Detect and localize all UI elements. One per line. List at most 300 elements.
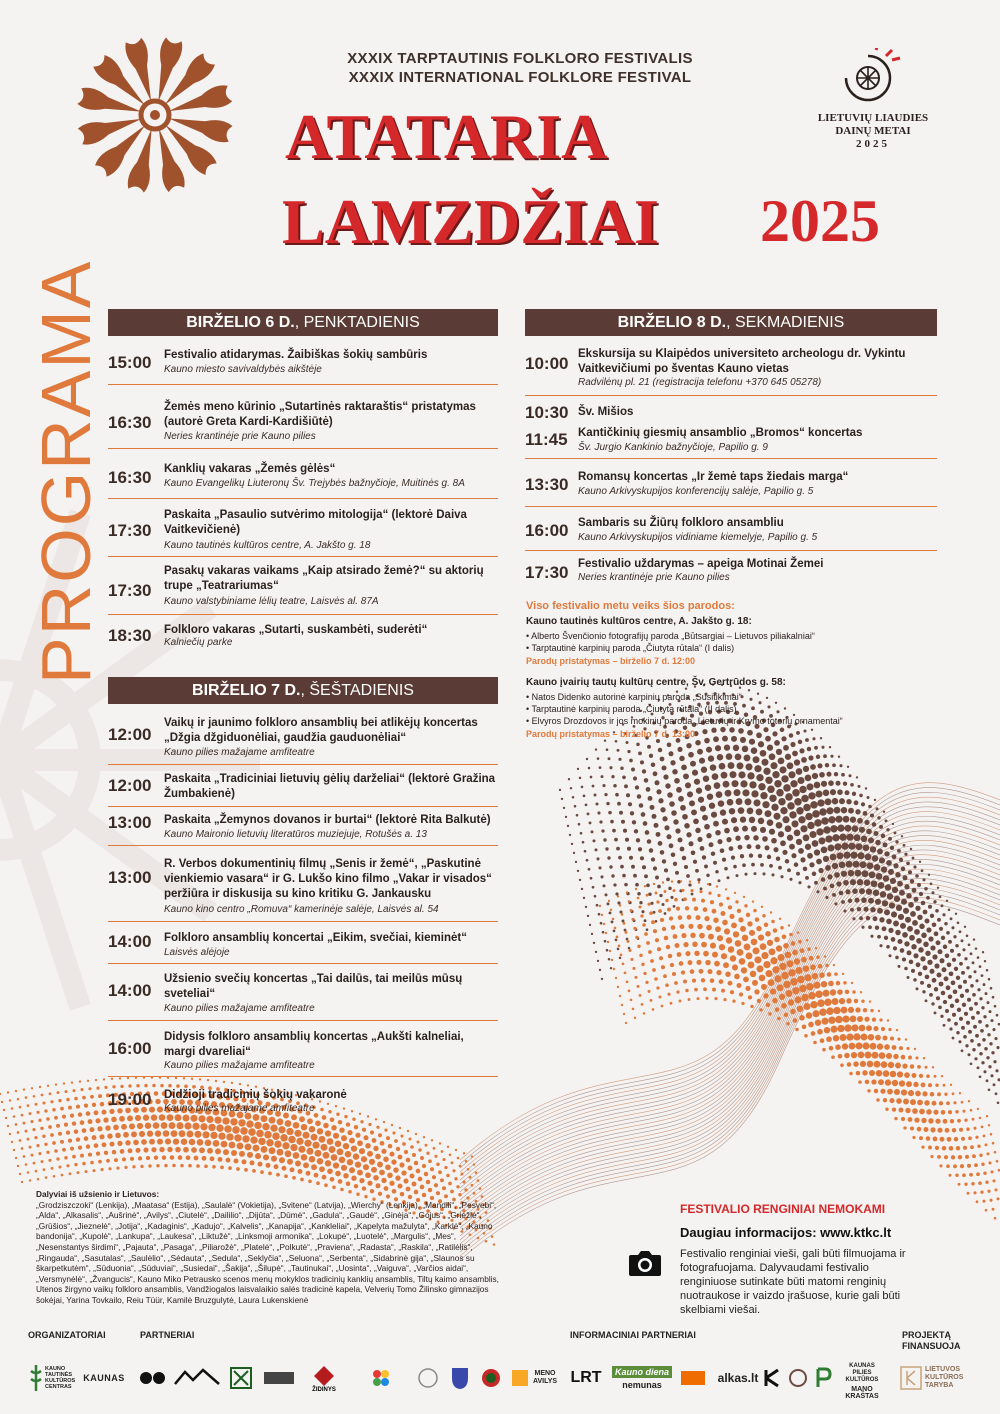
halftone-dot <box>945 1009 949 1013</box>
halftone-dot <box>140 1165 143 1168</box>
halftone-dot <box>62 1148 66 1152</box>
halftone-dot <box>309 1156 316 1163</box>
halftone-dot <box>680 924 685 929</box>
halftone-dot <box>772 966 779 973</box>
halftone-dot <box>837 1025 844 1032</box>
halftone-dot <box>978 1181 982 1185</box>
halftone-dot <box>951 1155 955 1159</box>
halftone-dot <box>408 1166 413 1171</box>
halftone-dot <box>955 1174 958 1177</box>
halftone-dot <box>716 885 718 887</box>
wave-line <box>460 840 1000 1208</box>
halftone-dot <box>888 928 893 933</box>
halftone-dot <box>743 896 745 898</box>
nemunas-text: nemunas <box>622 1380 662 1390</box>
halftone-dot <box>929 993 933 997</box>
halftone-dot <box>701 767 707 773</box>
halftone-dot <box>36 1111 39 1114</box>
event-title: Festivalio atidarymas. Žaibiškas šokių sambūris <box>164 349 428 361</box>
halftone-dot <box>913 897 918 902</box>
halftone-dot <box>401 1170 406 1175</box>
halftone-dot <box>293 1152 300 1159</box>
halftone-dot <box>863 811 868 816</box>
halftone-dot <box>947 962 952 967</box>
halftone-dot <box>738 771 745 778</box>
halftone-dot <box>660 757 665 762</box>
halftone-dot <box>272 1132 280 1140</box>
halftone-dot <box>910 848 912 850</box>
halftone-dot <box>631 768 635 772</box>
svg-text:ŽIDINYS: ŽIDINYS <box>312 1387 336 1392</box>
halftone-dot <box>990 987 993 990</box>
halftone-dot <box>605 847 608 850</box>
halftone-dot <box>903 908 909 914</box>
halftone-dot <box>278 1126 285 1133</box>
halftone-dot <box>728 762 735 769</box>
halftone-dot <box>96 1151 100 1155</box>
halftone-dot <box>996 1160 999 1163</box>
halftone-dot <box>970 1062 973 1065</box>
halftone-dot <box>934 1075 937 1078</box>
halftone-dot <box>803 867 808 872</box>
halftone-dot <box>967 1053 970 1056</box>
halftone-dot <box>975 979 978 982</box>
halftone-dot <box>857 818 863 824</box>
halftone-dot <box>826 1007 834 1015</box>
halftone-dot <box>74 1097 78 1101</box>
halftone-dot <box>11 1107 14 1110</box>
logo-partner-k <box>762 1360 784 1396</box>
halftone-dot <box>842 1015 849 1022</box>
halftone-dot <box>974 1057 977 1060</box>
halftone-dot <box>346 1182 351 1187</box>
halftone-dot <box>779 994 785 1000</box>
halftone-dot <box>403 1178 408 1183</box>
halftone-dot <box>215 1080 217 1082</box>
halftone-dot <box>594 794 597 797</box>
event-place: Kalniečių parke <box>164 637 233 648</box>
halftone-dot <box>929 969 934 974</box>
halftone-dot <box>565 816 567 818</box>
halftone-dot <box>916 962 921 967</box>
halftone-dot <box>965 989 969 993</box>
halftone-dot <box>29 1179 31 1181</box>
halftone-dot <box>23 1088 25 1090</box>
halftone-dot <box>577 870 579 872</box>
halftone-dot <box>758 741 764 747</box>
halftone-dot <box>341 1165 347 1171</box>
halftone-dot <box>959 930 962 933</box>
halftone-dot <box>645 830 650 835</box>
halftone-dot <box>423 1136 425 1138</box>
halftone-dot <box>715 745 721 751</box>
halftone-dot <box>315 1120 321 1126</box>
halftone-dot <box>848 1007 854 1013</box>
halftone-dot <box>892 1107 896 1111</box>
halftone-dot <box>977 1066 980 1069</box>
halftone-dot <box>897 849 901 853</box>
halftone-dot <box>234 1134 241 1141</box>
halftone-dot <box>677 747 682 752</box>
halftone-dot <box>905 917 911 923</box>
halftone-dot <box>935 1146 939 1150</box>
halftone-dot <box>756 965 763 972</box>
halftone-dot <box>849 1043 856 1050</box>
halftone-dot <box>52 1141 56 1145</box>
halftone-dot <box>579 879 581 881</box>
halftone-dot <box>863 1008 867 1012</box>
halftone-dot <box>346 1122 350 1126</box>
halftone-dot <box>608 757 611 760</box>
halftone-dot <box>918 947 924 953</box>
halftone-dot <box>440 1178 444 1182</box>
halftone-dot <box>762 914 766 918</box>
halftone-dot <box>650 959 654 963</box>
halftone-dot <box>463 1152 465 1154</box>
halftone-dot <box>944 976 949 981</box>
halftone-dot <box>969 1007 973 1011</box>
halftone-dot <box>843 909 846 912</box>
halftone-dot <box>799 1015 805 1021</box>
halftone-dot <box>657 947 661 951</box>
halftone-dot <box>881 834 886 839</box>
halftone-dot <box>263 1154 269 1160</box>
halftone-dot <box>860 1061 866 1067</box>
halftone-dot <box>673 862 677 866</box>
halftone-dot <box>927 960 932 965</box>
halftone-dot <box>364 1135 369 1140</box>
halftone-dot <box>912 888 917 893</box>
halftone-dot <box>823 887 827 891</box>
halftone-dot <box>712 952 718 958</box>
halftone-dot <box>625 741 628 744</box>
logo-meno-avilys: MENO AVILYS <box>532 1370 558 1385</box>
halftone-dot <box>819 772 825 778</box>
halftone-dot <box>323 1152 330 1159</box>
halftone-dot <box>886 1053 892 1059</box>
halftone-dot <box>792 987 799 994</box>
halftone-dot <box>707 969 712 974</box>
halftone-dot <box>163 1130 170 1137</box>
halftone-dot <box>697 749 703 755</box>
halftone-dot <box>617 749 620 752</box>
halftone-dot <box>902 932 908 938</box>
halftone-dot <box>922 1091 927 1096</box>
halftone-dot <box>912 1108 918 1114</box>
halftone-dot <box>652 814 657 819</box>
halftone-dot <box>834 872 840 878</box>
halftone-dot <box>841 900 845 904</box>
halftone-dot <box>771 804 778 811</box>
halftone-dot <box>950 1084 952 1086</box>
halftone-dot <box>879 857 885 863</box>
halftone-dot <box>932 1066 934 1068</box>
halftone-dot <box>744 904 747 907</box>
halftone-dot <box>590 877 593 880</box>
halftone-dot <box>888 869 894 875</box>
halftone-dot <box>609 865 612 868</box>
halftone-dot <box>688 960 693 965</box>
halftone-dot <box>616 847 620 851</box>
halftone-dot <box>751 939 758 946</box>
halftone-dot <box>749 781 756 788</box>
event-title: Ekskursija su Klaipėdos universiteto archeologu dr. Vykintu Vaitkevičiumi po šventas Kauno vietas <box>578 348 906 375</box>
halftone-dot <box>986 1115 988 1117</box>
halftone-dot <box>709 803 715 809</box>
halftone-dot <box>7 1091 9 1093</box>
halftone-dot <box>271 1156 277 1162</box>
halftone-dot <box>901 1089 907 1095</box>
halftone-dot <box>604 940 607 943</box>
halftone-dot <box>567 825 569 827</box>
halftone-dot <box>601 829 604 832</box>
halftone-dot <box>819 972 825 978</box>
halftone-dot <box>625 1022 627 1024</box>
halftone-dot <box>90 1161 94 1165</box>
halftone-dot <box>19 1106 22 1109</box>
halftone-dot <box>957 1119 961 1123</box>
halftone-dot <box>809 956 814 961</box>
halftone-dot <box>890 846 894 850</box>
halftone-dot <box>306 1171 311 1176</box>
halftone-dot <box>887 1019 889 1021</box>
halftone-dot <box>655 892 658 895</box>
halftone-dot <box>848 774 851 777</box>
halftone-dot <box>741 967 747 973</box>
halftone-dot <box>351 1145 357 1151</box>
halftone-dot <box>428 1159 432 1163</box>
halftone-dot <box>943 1084 946 1087</box>
halftone-dot <box>11 1141 13 1143</box>
halftone-dot <box>72 1089 75 1092</box>
halftone-dot <box>714 961 720 967</box>
halftone-dot <box>581 888 583 890</box>
halftone-dot <box>79 1080 81 1082</box>
halftone-dot <box>959 1092 961 1094</box>
halftone-dot <box>720 848 725 853</box>
halftone-dot <box>881 1027 885 1031</box>
halftone-dot <box>821 1018 828 1025</box>
halftone-dot <box>943 1000 947 1004</box>
halftone-dot <box>945 954 950 959</box>
halftone-dot <box>159 1147 164 1152</box>
halftone-dot <box>646 928 649 931</box>
halftone-dot <box>285 1120 292 1127</box>
halftone-dot <box>823 826 830 833</box>
halftone-dot <box>295 1161 301 1167</box>
halftone-dot <box>121 1124 127 1130</box>
halftone-dot <box>840 1063 844 1067</box>
halftone-dot <box>749 853 753 857</box>
halftone-dot <box>599 766 602 769</box>
halftone-dot <box>728 981 733 986</box>
halftone-dot <box>903 875 908 880</box>
ktkc-icon <box>29 1363 43 1393</box>
halftone-dot <box>679 1000 682 1003</box>
more-info-link[interactable]: Daugiau informacijos: www.ktkc.lt <box>680 1225 892 1240</box>
halftone-dot <box>629 759 633 763</box>
halftone-dot <box>82 1128 87 1133</box>
halftone-dot <box>637 794 642 799</box>
halftone-dot <box>934 987 938 991</box>
halftone-dot <box>758 818 765 825</box>
halftone-dot <box>628 900 631 903</box>
halftone-dot <box>930 1127 935 1132</box>
halftone-dot <box>581 786 584 789</box>
halftone-dot <box>694 988 698 992</box>
halftone-dot <box>858 1080 862 1084</box>
halftone-dot <box>814 782 821 789</box>
halftone-dot <box>383 1121 385 1123</box>
halftone-dot <box>952 1037 955 1040</box>
event-time: 14:00 <box>108 932 152 951</box>
halftone-dot <box>701 942 707 948</box>
halftone-dot <box>763 961 770 968</box>
halftone-dot <box>746 952 753 959</box>
halftone-dot <box>827 844 834 851</box>
halftone-dot <box>933 1136 938 1141</box>
halftone-dot <box>0 1093 1 1095</box>
halftone-dot <box>685 906 689 910</box>
halftone-dot <box>685 989 688 992</box>
halftone-dot <box>942 1146 947 1151</box>
halftone-dot <box>354 1184 359 1189</box>
halftone-dot <box>17 1131 20 1134</box>
halftone-dot <box>393 1167 398 1172</box>
halftone-dot <box>751 863 755 867</box>
halftone-dot <box>92 1135 97 1140</box>
halftone-dot <box>965 1155 969 1159</box>
halftone-dot <box>714 997 717 1000</box>
halftone-dot <box>920 981 924 985</box>
halftone-dot <box>830 825 837 832</box>
halftone-dot <box>288 1136 295 1143</box>
halftone-dot <box>996 1014 999 1017</box>
halftone-dot <box>877 908 883 914</box>
halftone-dot <box>760 943 767 950</box>
halftone-dot <box>615 939 618 942</box>
halftone-dot <box>630 811 634 815</box>
halftone-dot <box>634 976 637 979</box>
halftone-dot <box>656 900 659 903</box>
halftone-dot <box>586 758 588 760</box>
halftone-dot <box>7 1125 9 1127</box>
halftone-dot <box>854 800 859 805</box>
halftone-dot <box>376 1126 379 1129</box>
halftone-dot <box>633 874 637 878</box>
halftone-dot <box>50 1100 53 1103</box>
halftone-dot <box>455 1149 457 1151</box>
halftone-dot <box>643 972 646 975</box>
halftone-dot <box>250 1136 257 1143</box>
halftone-dot <box>801 757 807 763</box>
halftone-dot <box>996 1046 999 1049</box>
halftone-dot <box>66 1164 69 1167</box>
halftone-dot <box>970 952 973 955</box>
halftone-dot <box>127 1077 129 1079</box>
halftone-dot <box>941 936 945 940</box>
halftone-dot <box>361 1156 367 1162</box>
halftone-dot <box>846 834 853 841</box>
halftone-dot <box>103 1078 105 1080</box>
halftone-dot <box>589 924 591 926</box>
halftone-dot <box>839 834 846 841</box>
halftone-dot <box>603 923 605 925</box>
halftone-dot <box>948 1110 952 1114</box>
halftone-dot <box>967 998 971 1002</box>
halftone-dot <box>813 982 820 989</box>
halftone-dot <box>139 1131 145 1137</box>
event-title: Paskaita „Pasaulio sutvėrimo mitologija“ (lektorė Daiva Vaitkevičienė) <box>164 509 467 536</box>
halftone-dot <box>985 1181 988 1184</box>
halftone-dot <box>160 1084 164 1088</box>
halftone-dot <box>962 948 965 951</box>
halftone-dot <box>915 1056 918 1059</box>
halftone-dot <box>100 1102 105 1107</box>
halftone-dot <box>968 943 971 946</box>
halftone-dot <box>941 991 946 996</box>
halftone-dot <box>833 964 835 966</box>
halftone-dot <box>642 923 646 927</box>
halftone-dot <box>718 800 725 807</box>
lamzdis-horn <box>166 83 233 121</box>
halftone-dot <box>848 899 852 903</box>
halftone-dot <box>753 872 756 875</box>
info-partners-label: INFORMACINIAI PARTNERIAI <box>570 1330 696 1340</box>
halftone-dot <box>879 1018 882 1021</box>
halftone-dot <box>932 1101 937 1106</box>
festival-subtitle-en: XXXIX INTERNATIONAL FOLKLORE FESTIVAL <box>348 69 692 86</box>
halftone-dot <box>954 1137 959 1142</box>
halftone-dot <box>932 954 937 959</box>
halftone-dot <box>660 918 664 922</box>
halftone-dot <box>704 824 710 830</box>
halftone-dot <box>892 854 897 859</box>
halftone-dot <box>610 820 614 824</box>
halftone-dot <box>926 896 930 900</box>
halftone-dot <box>779 766 786 773</box>
halftone-dot <box>851 982 853 984</box>
halftone-dot <box>932 978 937 983</box>
halftone-dot <box>907 950 912 955</box>
halftone-dot <box>644 874 648 878</box>
halftone-dot <box>679 756 685 762</box>
halftone-dot <box>62 1115 66 1119</box>
halftone-dot <box>796 807 804 815</box>
halftone-dot <box>864 907 869 912</box>
halftone-dot <box>672 769 678 775</box>
halftone-dot <box>269 1147 276 1154</box>
halftone-dot <box>585 804 588 807</box>
halftone-dot <box>38 1152 41 1155</box>
halftone-dot <box>856 776 858 778</box>
halftone-dot <box>815 1019 821 1025</box>
halftone-dot <box>884 851 889 856</box>
halftone-dot <box>122 1157 126 1161</box>
halftone-dot <box>667 908 671 912</box>
halftone-dot <box>693 819 699 825</box>
kaunas-pilies-text: KAUNAS PILIES KULTŪROS <box>845 1362 879 1383</box>
halftone-dot <box>928 1146 932 1150</box>
halftone-dot <box>333 1133 339 1139</box>
halftone-dot <box>638 752 642 756</box>
halftone-dot <box>64 1123 68 1127</box>
halftone-dot <box>97 1126 102 1131</box>
halftone-dot <box>822 1048 826 1052</box>
halftone-dot <box>952 1128 957 1133</box>
halftone-dot <box>619 904 622 907</box>
halftone-dot <box>879 1052 886 1059</box>
